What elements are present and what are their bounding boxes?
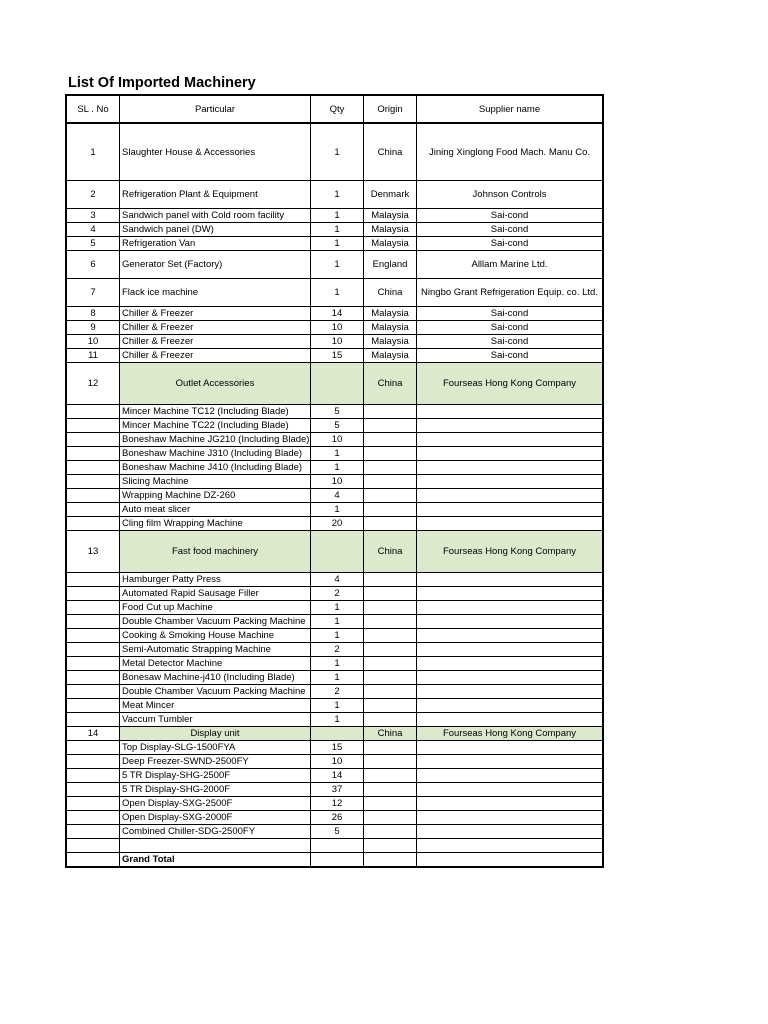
qty-cell: 15 (311, 741, 364, 755)
particular-cell: Chiller & Freezer (120, 307, 311, 321)
sl-cell (65, 825, 120, 839)
supplier-cell: Fourseas Hong Kong Company (417, 727, 604, 741)
particular-cell: Cling film Wrapping Machine (120, 517, 311, 531)
table-row (65, 349, 604, 363)
sl-cell: 6 (65, 251, 120, 279)
sl-cell (65, 657, 120, 671)
particular-cell: Display unit (120, 727, 311, 741)
qty-cell: 1 (311, 699, 364, 713)
table-row (65, 853, 604, 868)
table-row (65, 601, 604, 615)
qty-cell (311, 727, 364, 741)
origin-cell (364, 503, 417, 517)
supplier-cell (417, 755, 604, 769)
origin-cell: Denmark (364, 181, 417, 209)
particular-cell: Sandwich panel (DW) (120, 223, 311, 237)
supplier-cell (417, 629, 604, 643)
table-row (65, 573, 604, 587)
table-row (65, 839, 604, 853)
sl-cell: 12 (65, 363, 120, 405)
sl-cell (65, 629, 120, 643)
sl-cell: 3 (65, 209, 120, 223)
origin-cell: China (364, 531, 417, 573)
qty-cell: 15 (311, 349, 364, 363)
qty-cell: 10 (311, 335, 364, 349)
supplier-cell (417, 573, 604, 587)
sl-cell (65, 839, 120, 853)
origin-cell (364, 657, 417, 671)
origin-cell: Malaysia (364, 349, 417, 363)
sl-cell (65, 797, 120, 811)
sl-cell: 14 (65, 727, 120, 741)
table-row (65, 825, 604, 839)
particular-cell: Boneshaw Machine JG210 (Including Blade) (122, 434, 310, 445)
origin-cell: Malaysia (364, 209, 417, 223)
qty-cell (311, 839, 364, 853)
table-row (65, 405, 604, 419)
supplier-cell: Sai-cond (417, 237, 604, 251)
origin-cell (364, 587, 417, 601)
supplier-cell: Jining Xinglong Food Mach. Manu Co. (417, 124, 604, 181)
supplier-cell: Sai-cond (417, 307, 604, 321)
section-row (65, 363, 604, 405)
particular-cell (120, 839, 311, 853)
sl-cell (65, 489, 120, 503)
table-row (65, 447, 604, 461)
origin-cell: China (364, 363, 417, 405)
particular-cell: Wrapping Machine DZ-260 (120, 489, 311, 503)
sl-cell: 7 (65, 279, 120, 307)
origin-cell: China (364, 124, 417, 181)
qty-cell: 1 (311, 279, 364, 307)
qty-cell: 1 (311, 601, 364, 615)
section-row (65, 727, 604, 741)
qty-cell: 1 (311, 615, 364, 629)
supplier-cell (417, 447, 604, 461)
sl-cell (65, 517, 120, 531)
particular-cell: Deep Freezer-SWND-2500FY (120, 755, 311, 769)
sl-cell: 1 (65, 124, 120, 181)
table-row (65, 461, 604, 475)
origin-cell (364, 811, 417, 825)
qty-cell: 2 (311, 587, 364, 601)
qty-cell: 10 (311, 475, 364, 489)
particular-cell: Generator Set (Factory) (120, 251, 311, 279)
qty-cell: 1 (311, 461, 364, 475)
particular-cell: Automated Rapid Sausage Filler (120, 587, 311, 601)
origin-cell: Malaysia (364, 335, 417, 349)
qty-cell (311, 363, 364, 405)
header-supplier: Supplier name (417, 94, 604, 124)
qty-cell: 10 (311, 433, 364, 447)
particular-cell: Food Cut up Machine (120, 601, 311, 615)
origin-cell (364, 517, 417, 531)
particular-cell: Mincer Machine TC12 (Including Blade) (120, 405, 311, 419)
origin-cell: Malaysia (364, 237, 417, 251)
table-row (65, 629, 604, 643)
table-row (65, 489, 604, 503)
sl-cell: 2 (65, 181, 120, 209)
table-row (65, 181, 604, 209)
origin-cell (364, 825, 417, 839)
qty-cell: 1 (311, 671, 364, 685)
sl-cell (65, 713, 120, 727)
supplier-cell: Sai-cond (417, 321, 604, 335)
table-row (65, 783, 604, 797)
sl-cell (65, 405, 120, 419)
qty-cell: 1 (311, 124, 364, 181)
sl-cell: 4 (65, 223, 120, 237)
qty-cell: 10 (311, 321, 364, 335)
header-sl-no: SL . No (65, 94, 120, 124)
table-row (65, 237, 604, 251)
sl-cell (65, 769, 120, 783)
qty-cell: 1 (311, 657, 364, 671)
particular-cell: Fast food machinery (120, 531, 311, 573)
origin-cell (364, 601, 417, 615)
table-row (65, 419, 604, 433)
origin-cell (364, 461, 417, 475)
qty-cell: 1 (311, 447, 364, 461)
origin-cell (364, 615, 417, 629)
sl-cell (65, 573, 120, 587)
supplier-cell: Ningbo Grant Refrigeration Equip. co. Ltd. (417, 279, 604, 307)
qty-cell: 4 (311, 573, 364, 587)
qty-cell: 5 (311, 405, 364, 419)
table-row (65, 587, 604, 601)
table-row (65, 321, 604, 335)
origin-cell (364, 769, 417, 783)
sl-cell (65, 671, 120, 685)
qty-cell (311, 531, 364, 573)
particular-cell: Combined Chiller-SDG-2500FY (120, 825, 311, 839)
sl-cell: 9 (65, 321, 120, 335)
supplier-cell (417, 643, 604, 657)
particular-cell: Bonesaw Machine-j410 (Including Blade) (120, 671, 311, 685)
particular-cell: Chiller & Freezer (120, 321, 311, 335)
particular-cell: Grand Total (120, 853, 311, 868)
table-row (65, 433, 604, 447)
particular-cell: Refrigeration Plant & Equipment (120, 181, 311, 209)
supplier-cell (417, 713, 604, 727)
particular-cell: Open Display-SXG-2000F (120, 811, 311, 825)
sl-cell (65, 461, 120, 475)
qty-cell: 1 (311, 713, 364, 727)
table-row (65, 699, 604, 713)
header-qty: Qty (311, 94, 364, 124)
table-row (65, 251, 604, 279)
machinery-table (65, 94, 604, 868)
origin-cell (364, 741, 417, 755)
sl-cell (65, 755, 120, 769)
qty-cell: 2 (311, 643, 364, 657)
table-row (65, 209, 604, 223)
supplier-cell (417, 587, 604, 601)
origin-cell (364, 447, 417, 461)
origin-cell (364, 419, 417, 433)
table-row (65, 797, 604, 811)
table-row (65, 713, 604, 727)
qty-cell: 26 (311, 811, 364, 825)
sl-cell (65, 475, 120, 489)
origin-cell (364, 643, 417, 657)
supplier-cell (417, 811, 604, 825)
table-row (65, 279, 604, 307)
qty-cell: 5 (311, 419, 364, 433)
sl-cell (65, 643, 120, 657)
page-title: List Of Imported Machinery (68, 75, 256, 91)
sl-cell (65, 615, 120, 629)
qty-cell: 1 (311, 503, 364, 517)
supplier-cell (417, 433, 604, 447)
qty-cell: 1 (311, 251, 364, 279)
supplier-cell: Sai-cond (417, 209, 604, 223)
origin-cell: China (364, 279, 417, 307)
sl-cell: 5 (65, 237, 120, 251)
origin-cell (364, 713, 417, 727)
particular-cell: Flack ice machine (120, 279, 311, 307)
supplier-cell (417, 475, 604, 489)
qty-cell: 12 (311, 797, 364, 811)
supplier-cell (417, 685, 604, 699)
table-row (65, 657, 604, 671)
supplier-cell: Fourseas Hong Kong Company (417, 363, 604, 405)
table-row (65, 517, 604, 531)
supplier-cell (417, 419, 604, 433)
supplier-cell (417, 797, 604, 811)
supplier-cell (417, 503, 604, 517)
table-row (65, 671, 604, 685)
sl-cell (65, 811, 120, 825)
particular-cell: Chiller & Freezer (120, 349, 311, 363)
sl-cell (65, 685, 120, 699)
sl-cell (65, 601, 120, 615)
sl-cell (65, 853, 120, 868)
origin-cell (364, 489, 417, 503)
particular-cell: Outlet Accessories (120, 363, 311, 405)
origin-cell (364, 699, 417, 713)
header-particular: Particular (120, 94, 311, 124)
sl-cell (65, 447, 120, 461)
table-row (65, 503, 604, 517)
origin-cell (364, 433, 417, 447)
sl-cell: 13 (65, 531, 120, 573)
supplier-cell (417, 601, 604, 615)
qty-cell: 2 (311, 685, 364, 699)
table-row (65, 335, 604, 349)
qty-cell: 5 (311, 825, 364, 839)
origin-cell (364, 629, 417, 643)
sl-cell (65, 699, 120, 713)
table-row (65, 643, 604, 657)
supplier-cell: Sai-cond (417, 335, 604, 349)
sl-cell: 11 (65, 349, 120, 363)
sl-cell (65, 503, 120, 517)
qty-cell: 14 (311, 769, 364, 783)
origin-cell (364, 671, 417, 685)
particular-cell: Semi-Automatic Strapping Machine (120, 643, 311, 657)
supplier-cell (417, 825, 604, 839)
supplier-cell: Alllam Marine Ltd. (417, 251, 604, 279)
sl-cell (65, 741, 120, 755)
particular-cell: Cooking & Smoking House Machine (120, 629, 311, 643)
origin-cell (364, 475, 417, 489)
table-row (65, 741, 604, 755)
supplier-cell: Johnson Controls (417, 181, 604, 209)
sl-cell (65, 419, 120, 433)
particular-cell: Hamburger Patty Press (120, 573, 311, 587)
sl-cell (65, 783, 120, 797)
table-row (65, 755, 604, 769)
particular-cell: Slicing Machine (120, 475, 311, 489)
origin-cell (364, 573, 417, 587)
particular-cell: Boneshaw Machine J310 (Including Blade) (120, 447, 311, 461)
qty-cell: 1 (311, 223, 364, 237)
particular-cell: Slaughter House & Accessories (120, 124, 311, 181)
qty-cell: 4 (311, 489, 364, 503)
particular-cell: Double Chamber Vacuum Packing Machine (120, 685, 311, 699)
origin-cell: Malaysia (364, 321, 417, 335)
section-row (65, 531, 604, 573)
particular-cell: Boneshaw Machine J410 (Including Blade) (120, 461, 311, 475)
sl-cell (65, 433, 120, 447)
supplier-cell (417, 839, 604, 853)
particular-cell: Open Display-SXG-2500F (120, 797, 311, 811)
particular-cell: 5 TR Display-SHG-2500F (120, 769, 311, 783)
table-row (65, 615, 604, 629)
origin-cell (364, 797, 417, 811)
supplier-cell: Sai-cond (417, 223, 604, 237)
supplier-cell (417, 741, 604, 755)
particular-cell: Double Chamber Vacuum Packing Machine (120, 615, 311, 629)
supplier-cell (417, 489, 604, 503)
sl-cell: 10 (65, 335, 120, 349)
supplier-cell (417, 699, 604, 713)
particular-cell: Metal Detector Machine (120, 657, 311, 671)
particular-cell: Sandwich panel with Cold room facility (120, 209, 311, 223)
qty-cell: 14 (311, 307, 364, 321)
particular-cell: Chiller & Freezer (120, 335, 311, 349)
table-row (65, 307, 604, 321)
qty-cell: 20 (311, 517, 364, 531)
header-origin: Origin (364, 94, 417, 124)
particular-cell: 5 TR Display-SHG-2000F (120, 783, 311, 797)
supplier-cell: Sai-cond (417, 349, 604, 363)
supplier-cell (417, 769, 604, 783)
supplier-cell (417, 671, 604, 685)
origin-cell (364, 755, 417, 769)
supplier-cell: Fourseas Hong Kong Company (417, 531, 604, 573)
particular-cell: Top Display-SLG-1500FYA (120, 741, 311, 755)
origin-cell (364, 783, 417, 797)
particular-cell: Refrigeration Van (120, 237, 311, 251)
supplier-cell (417, 405, 604, 419)
supplier-cell (417, 517, 604, 531)
qty-cell: 10 (311, 755, 364, 769)
table-row (65, 769, 604, 783)
qty-cell: 1 (311, 237, 364, 251)
table-row (65, 475, 604, 489)
supplier-cell (417, 783, 604, 797)
qty-cell: 37 (311, 783, 364, 797)
supplier-cell (417, 461, 604, 475)
particular-cell: Auto meat slicer (120, 503, 311, 517)
sl-cell: 8 (65, 307, 120, 321)
qty-cell: 1 (311, 209, 364, 223)
origin-cell (364, 839, 417, 853)
particular-cell: Vaccum Tumbler (120, 713, 311, 727)
origin-cell: England (364, 251, 417, 279)
particular-cell: Meat Mincer (120, 699, 311, 713)
supplier-cell (417, 615, 604, 629)
origin-cell: Malaysia (364, 223, 417, 237)
origin-cell: China (364, 727, 417, 741)
origin-cell (364, 685, 417, 699)
table-header-row (65, 94, 604, 124)
table-row (65, 811, 604, 825)
supplier-cell (417, 853, 604, 868)
origin-cell: Malaysia (364, 307, 417, 321)
table-row (65, 223, 604, 237)
table-row (65, 685, 604, 699)
table-row (65, 124, 604, 181)
origin-cell (364, 405, 417, 419)
particular-cell: Mincer Machine TC22 (Including Blade) (120, 419, 311, 433)
qty-cell: 1 (311, 629, 364, 643)
origin-cell (364, 853, 417, 868)
qty-cell: 1 (311, 181, 364, 209)
supplier-cell (417, 657, 604, 671)
sl-cell (65, 587, 120, 601)
qty-cell (311, 853, 364, 868)
